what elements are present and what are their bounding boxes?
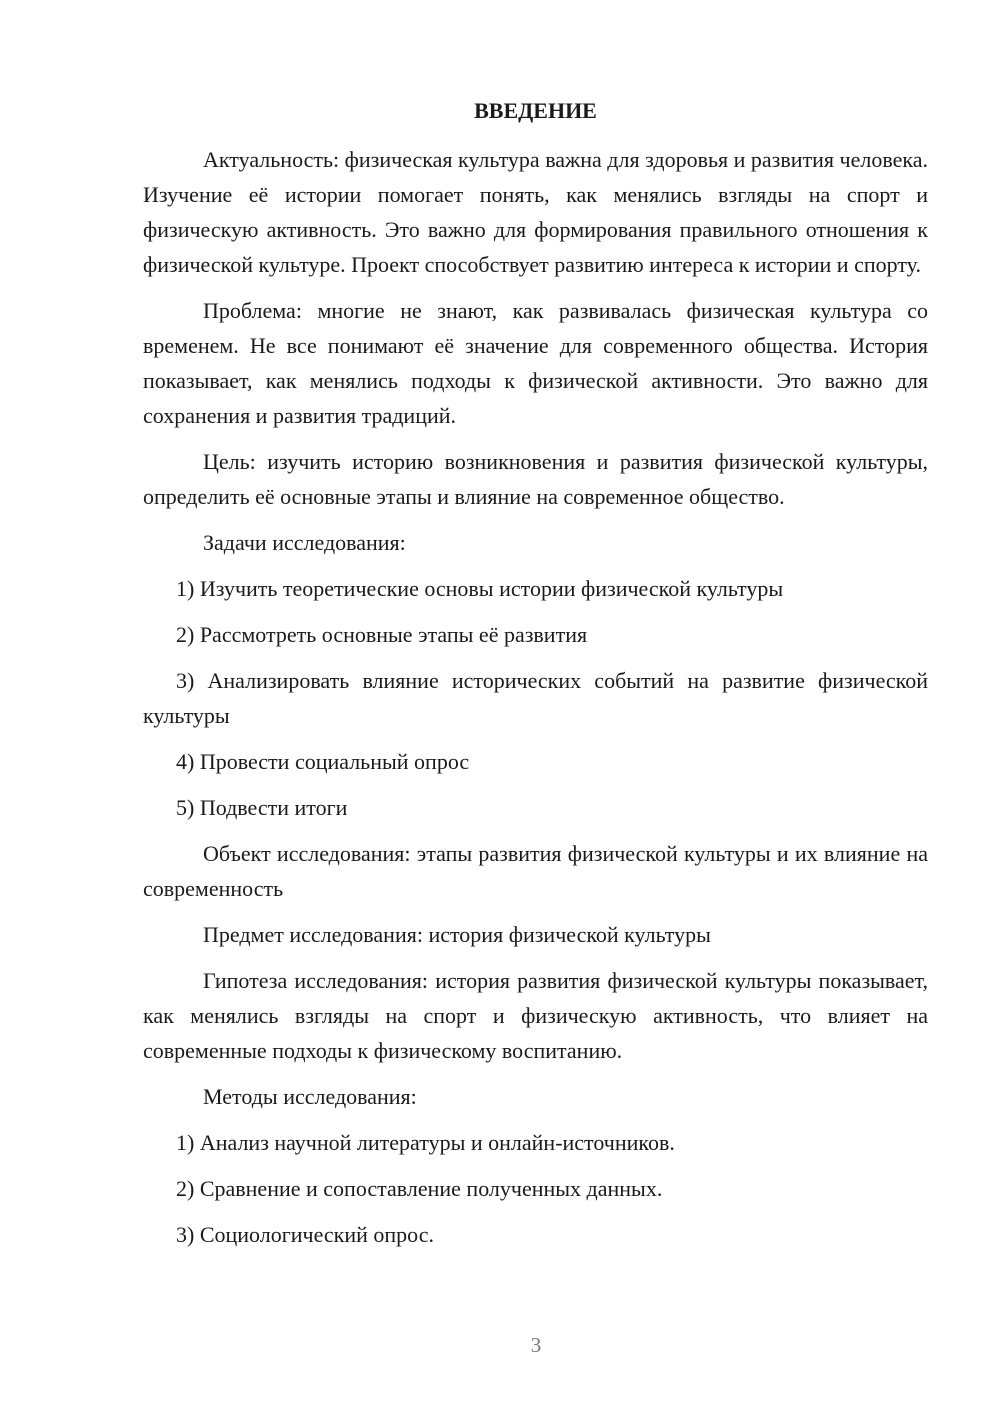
page-number: 3 bbox=[530, 1333, 542, 1357]
goal-paragraph: Цель: изучить историю возникновения и развития физической культуры, определить её основные этапы и влияние на современное общество. bbox=[143, 449, 928, 509]
task-item: 2) Рассмотреть основные этапы её развития bbox=[176, 622, 588, 647]
relevance-paragraph: Актуальность: физическая культура важна для здоровья и развития человека. Изучение её истории помогает понять, как менялись взгляды на спорт и физическую активность. Это важно для формирования правильного отношения к физической культуре. Проект способствует развитию интереса к истории и спорту. bbox=[143, 147, 928, 277]
task-item: 4) Провести социальный опрос bbox=[176, 749, 470, 774]
tasks-heading: Задачи исследования: bbox=[203, 530, 406, 555]
subject-paragraph: Предмет исследования: история физической культуры bbox=[203, 922, 711, 947]
method-item: 1) Анализ научной литературы и онлайн-источников. bbox=[176, 1130, 675, 1155]
methods-heading: Методы исследования: bbox=[203, 1084, 417, 1109]
object-paragraph: Объект исследования: этапы развития физической культуры и их влияние на современность bbox=[143, 841, 928, 901]
section-title: ВВЕДЕНИЕ bbox=[474, 98, 597, 123]
task-item: 5) Подвести итоги bbox=[176, 795, 348, 820]
problem-paragraph: Проблема: многие не знают, как развивалась физическая культура со временем. Не все понимают её значение для современного общества. История показывает, как менялись подходы к физической активности. Это важно для сохранения и развития традиций. bbox=[143, 298, 928, 428]
method-item: 3) Социологический опрос. bbox=[176, 1222, 434, 1247]
task-item: 3) Анализировать влияние исторических событий на развитие физической культуры bbox=[143, 668, 928, 728]
hypothesis-paragraph: Гипотеза исследования: история развития физической культуры показывает, как менялись взгляды на спорт и физическую активность, что влияет на современные подходы к физическому воспитанию. bbox=[143, 968, 928, 1063]
page-content bbox=[143, 93, 928, 1263]
task-item: 1) Изучить теоретические основы истории физической культуры bbox=[176, 576, 784, 601]
method-item: 2) Сравнение и сопоставление полученных данных. bbox=[176, 1176, 663, 1201]
